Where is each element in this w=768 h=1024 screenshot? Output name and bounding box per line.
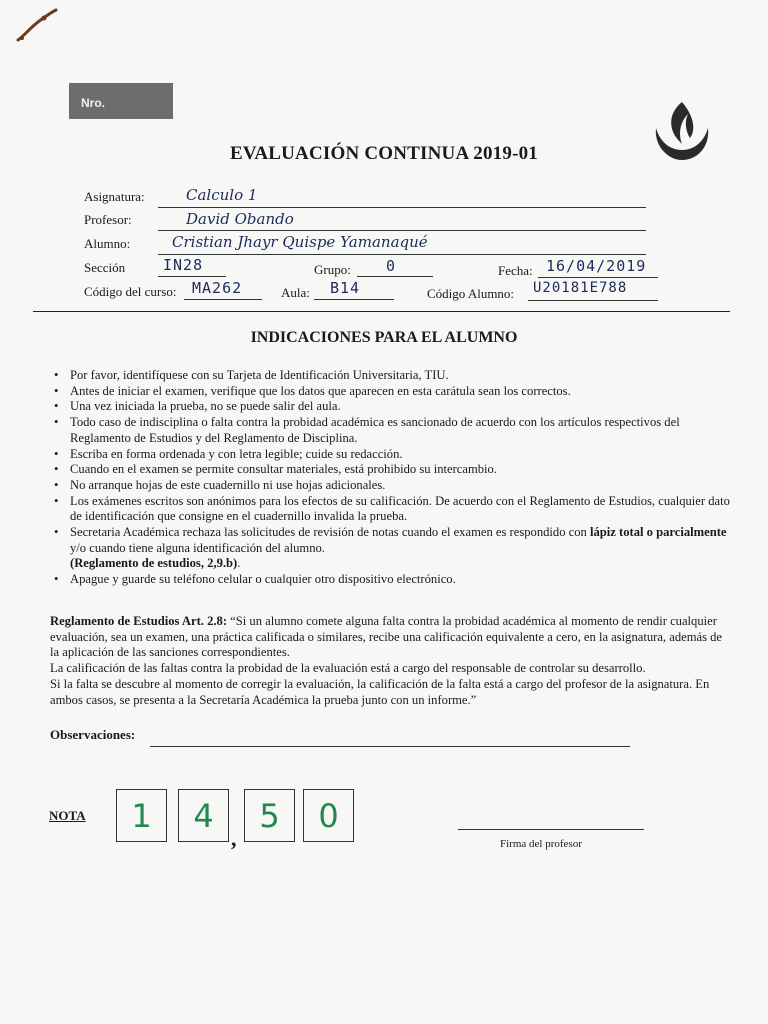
codigo-alumno-label: Código Alumno: (427, 286, 515, 301)
list-item: • Antes de iniciar el examen, verifique que los datos que aparecen en esta carátula sean los correctos. (52, 384, 732, 400)
nota-digit-box: 0 (303, 789, 354, 842)
item-text: . (237, 556, 241, 571)
seccion-value: IN28 (163, 256, 204, 274)
reglamento-paragraph (50, 614, 730, 708)
fecha-label: Fecha: (498, 263, 533, 278)
profesor-label: Profesor: (84, 212, 132, 227)
codigo-curso-line (184, 299, 262, 300)
reglamento-text-3: Si la falta se descubre al momento de corregir la evaluación, la calificación de la falta está a cargo del profesor de la asignatura. En ambos casos, se presenta a la Secretaría Académica la prueba junto con un informe.” (50, 676, 710, 707)
aula-value: B14 (330, 279, 361, 297)
reglamento-body: “Si un alumno comete alguna falta contra la probidad académica al momento de rendir cualquier evaluación, sea un examen, una práctica calificada o similares, recibe una calificación equivalente a cero, en la asignatura, además de la aplicación de las sanciones correspondientes. (50, 614, 723, 660)
asignatura-value: Calculo 1 (186, 186, 258, 204)
fecha-value: 16/04/2019 (546, 257, 647, 275)
nota-digit-box: 5 (244, 789, 295, 842)
list-item: • Todo caso de indisciplina o falta contra la probidad académica es sancionado de acuerdo con los artículos respectivos del Reglamento de Estudios y del Reglamento de Disciplina. (52, 415, 732, 446)
observaciones-label: Observaciones: (50, 727, 136, 742)
list-item: • Los exámenes escritos son anónimos para los efectos de su calificación. De acuerdo con el Reglamento de Estudios, cualquier dato de identificación que consigne en el cuadernillo invalida la prueba. (52, 494, 732, 525)
codigo-alumno-line (528, 300, 658, 301)
grupo-label: Grupo: (314, 262, 351, 277)
alumno-line (158, 254, 646, 255)
codigo-alumno-value: U20181E788 (533, 280, 628, 296)
item-text: Secretaria Académica rechaza las solicitudes de revisión de notas cuando el examen es respondido con (70, 525, 590, 540)
aula-line (314, 299, 394, 300)
reglamento-heading: Reglamento de Estudios Art. 2.8: (50, 614, 228, 628)
asignatura-line (158, 207, 646, 208)
list-item (52, 525, 732, 572)
ink-stain-mark (14, 6, 60, 46)
item-text: y/o cuando tiene alguna identificación del alumno. (70, 540, 325, 555)
alumno-label: Alumno: (84, 236, 131, 251)
alumno-value: Cristian Jhayr Quispe Yamanaqué (172, 233, 428, 251)
reglamento-text-2: La calificación de las faltas contra la probidad de la evaluación está a cargo del responsable de controlar su desarrollo. (50, 661, 646, 676)
observaciones-line (150, 746, 630, 747)
list-item: • Por favor, identifíquese con su Tarjeta de Identificación Universitaria, TIU. (52, 368, 732, 384)
codigo-curso-label: Código del curso: (84, 284, 177, 299)
asignatura-label: Asignatura: (84, 189, 145, 204)
firma-line (458, 829, 644, 830)
indicaciones-list (52, 368, 732, 588)
aula-label: Aula: (281, 285, 310, 300)
grupo-line (357, 276, 433, 277)
item-bold-text: (Reglamento de estudios, 2,9.b) (70, 556, 238, 571)
nota-separator: , (231, 826, 237, 851)
codigo-curso-value: MA262 (192, 279, 243, 297)
firma-label: Firma del profesor (500, 838, 582, 850)
nota-digit-box: 1 (116, 789, 167, 842)
list-item: • No arranque hojas de este cuadernillo ni use hojas adicionales. (52, 478, 732, 494)
item-bold-text: lápiz total o parcialmente (589, 525, 727, 540)
nota-label: NOTA (49, 808, 86, 823)
list-item: • Cuando en el examen se permite consultar materiales, está prohibido su intercambio. (52, 462, 732, 478)
fecha-line (538, 277, 658, 278)
profesor-line (158, 230, 646, 231)
list-item: • Una vez iniciada la prueba, no se puede salir del aula. (52, 399, 732, 415)
list-item: • Escriba en forma ordenada y con letra legible; cuide su redacción. (52, 447, 732, 463)
reglamento-text-1 (50, 614, 730, 661)
profesor-value: David Obando (186, 210, 294, 228)
list-item: • Apague y guarde su teléfono celular o cualquier otro dispositivo electrónico. (52, 572, 732, 588)
section-divider (33, 311, 730, 312)
seccion-label: Sección (84, 260, 126, 275)
page-title: EVALUACIÓN CONTINUA 2019-01 (229, 143, 539, 164)
nro-box: Nro. (69, 83, 173, 119)
nota-digit-box: 4 (178, 789, 229, 842)
indicaciones-title: INDICACIONES PARA EL ALUMNO (250, 329, 518, 346)
grupo-value: 0 (386, 257, 397, 275)
seccion-line (158, 276, 226, 277)
